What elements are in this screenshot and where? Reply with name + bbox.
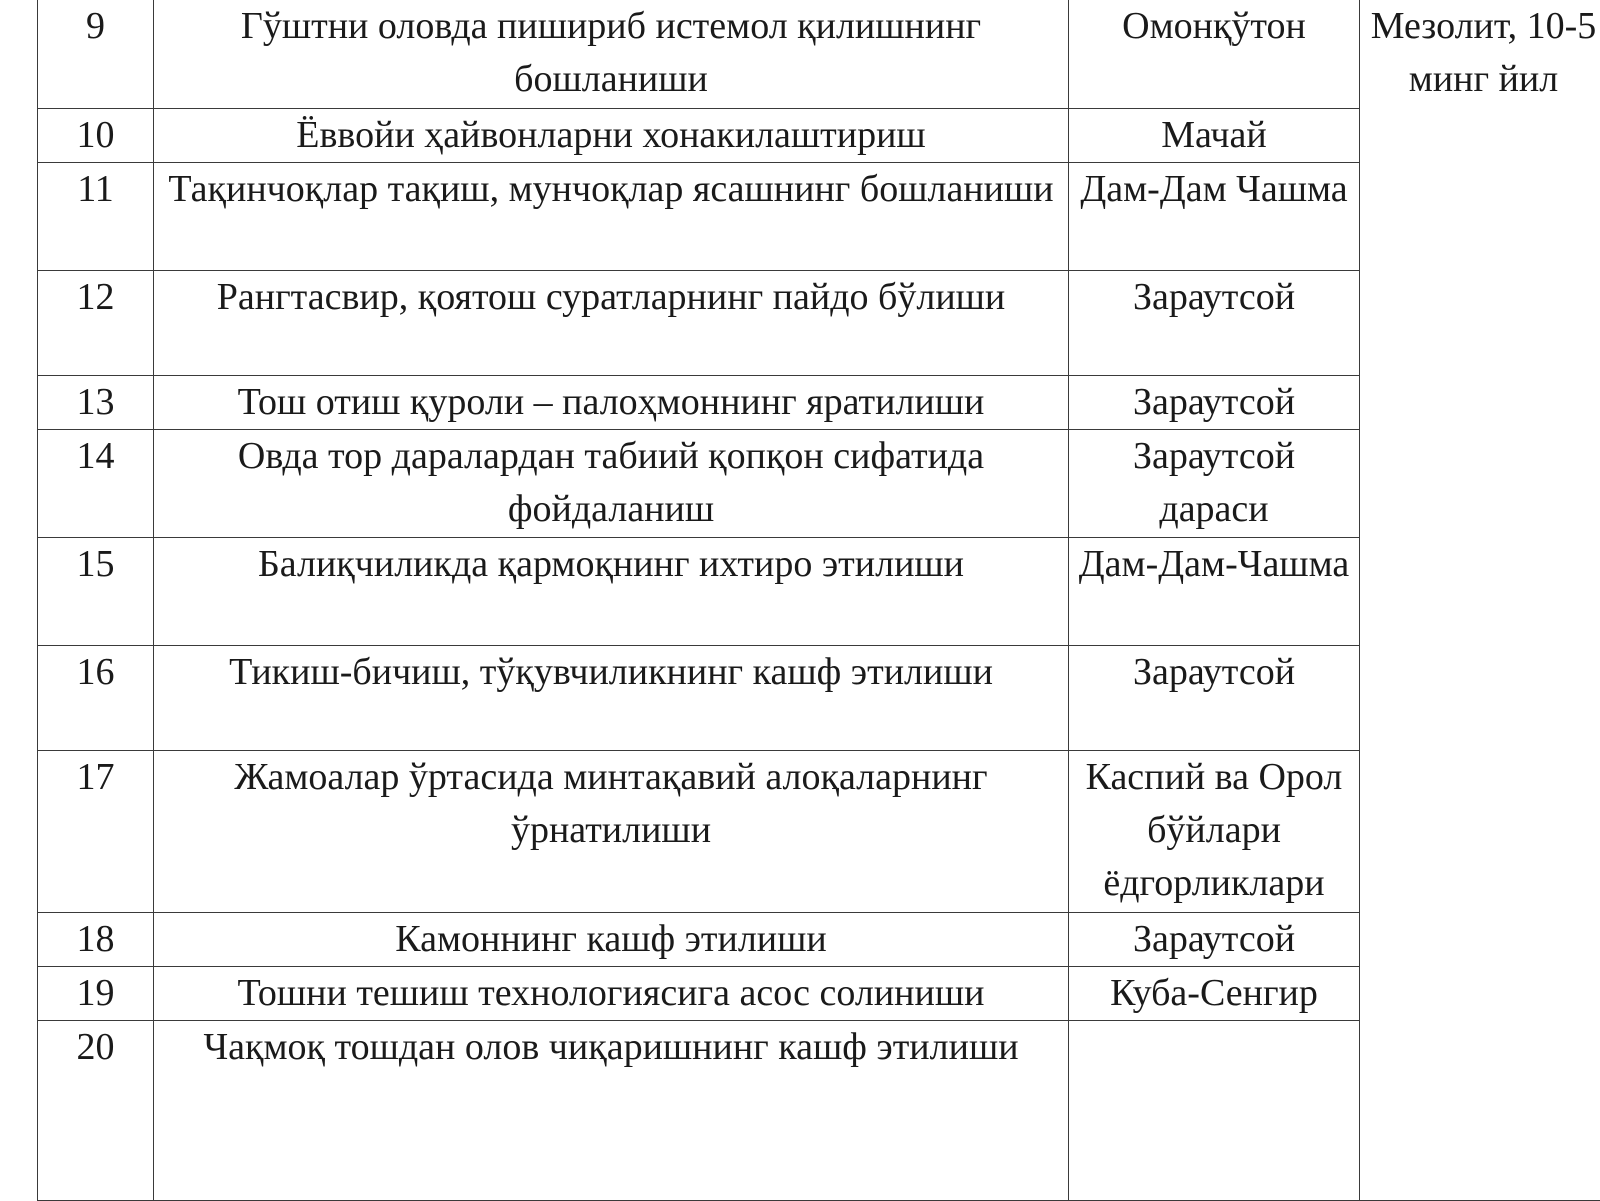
event-cell: Ёввойи ҳайвонларни хонакилаштириш [154,108,1069,162]
row-number-cell: 16 [38,645,154,750]
row-number-cell: 12 [38,270,154,375]
event-cell: Овда тор даралардан табиий қопқон сифатида фойдаланиш [154,429,1069,537]
event-cell: Камоннинг кашф этилиши [154,912,1069,966]
site-cell: Мачай [1069,108,1360,162]
site-cell: Дам-Дам Чашма [1069,162,1360,270]
row-number-cell: 13 [38,375,154,429]
event-cell: Тикиш-бичиш, тўқувчиликнинг кашф этилиши [154,645,1069,750]
history-table [37,0,1600,1201]
event-cell: Тошни тешиш технологиясига асос солиниши [154,966,1069,1020]
row-number-cell: 9 [38,0,154,108]
site-cell [1069,1020,1360,1200]
site-cell: Куба-Сенгир [1069,966,1360,1020]
site-cell: Дам-Дам-Чашма [1069,537,1360,645]
row-number-cell: 10 [38,108,154,162]
row-number-cell: 14 [38,429,154,537]
table-row [38,0,1600,108]
event-cell: Рангтасвир, қоятош суратларнинг пайдо бўлиши [154,270,1069,375]
site-cell: Зараутсой [1069,912,1360,966]
event-cell: Гўштни оловда пишириб истемол қилишнинг бошланиши [154,0,1069,108]
event-cell: Жамоалар ўртасида минтақавий алоқаларнинг ўрнатилиши [154,750,1069,912]
site-cell: Зараутсой [1069,645,1360,750]
row-number-cell: 17 [38,750,154,912]
row-number-cell: 20 [38,1020,154,1200]
period-cell: Мезолит, 10-5 минг йил [1360,0,1600,1200]
site-cell: Зараутсой [1069,270,1360,375]
row-number-cell: 19 [38,966,154,1020]
event-cell: Чақмоқ тошдан олов чиқаришнинг кашф этилиши [154,1020,1069,1200]
row-number-cell: 15 [38,537,154,645]
event-cell: Тақинчоқлар тақиш, мунчоқлар ясашнинг бошланиши [154,162,1069,270]
site-cell: Зараутсой [1069,375,1360,429]
site-cell: Омонқўтон [1069,0,1360,108]
site-cell: Зараутсой дараси [1069,429,1360,537]
event-cell: Тош отиш қуроли – палоҳмоннинг яратилиши [154,375,1069,429]
row-number-cell: 18 [38,912,154,966]
row-number-cell: 11 [38,162,154,270]
event-cell: Балиқчиликда қармоқнинг ихтиро этилиши [154,537,1069,645]
site-cell: Каспий ва Орол бўйлари ёдгорликлари [1069,750,1360,912]
